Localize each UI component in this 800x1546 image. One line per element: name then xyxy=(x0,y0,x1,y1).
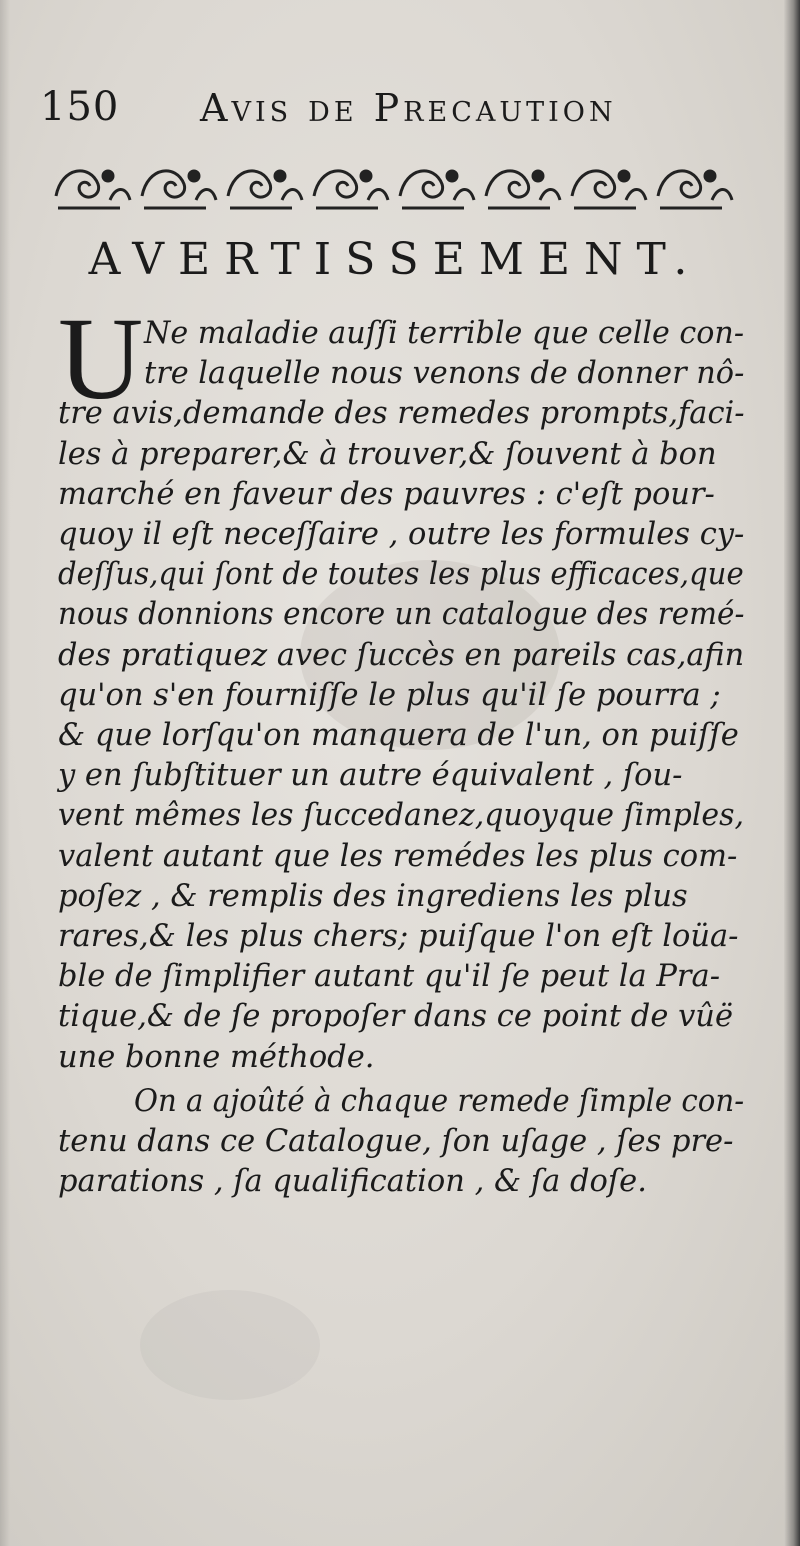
text-line: tenu dans ce Catalogue, ſon uſage , ſes pre- xyxy=(58,1124,734,1159)
text-line: tre laquelle nous venons de donner nô- xyxy=(144,356,745,392)
text-line: tique,& de ſe propoſer dans ce point de vûë xyxy=(58,999,733,1035)
text-line: On a ajoûté à chaque remede ſimple con- xyxy=(134,1083,745,1119)
text-line: rares,& les plus chers; puiſque l'on eſt loüa- xyxy=(58,919,739,954)
text-line: les à preparer,& à trouver,& ſouvent à bon xyxy=(58,436,717,472)
text-line: qu'on s'en fourniſſe le plus qu'il ſe pourra ; xyxy=(58,677,721,713)
section-heading: AVERTISSEMENT. xyxy=(88,234,702,285)
ornamental-band xyxy=(50,156,740,216)
text-line: y en ſubſtituer un autre équivalent , ſou- xyxy=(58,758,683,794)
text-line: des pratiquez avec ſuccès en pareils cas,afin xyxy=(58,637,745,673)
page-edge-right xyxy=(784,0,800,1546)
text-line: & que lorſqu'on manquera de l'un, on puiſſe xyxy=(58,718,739,753)
text-line: tre avis,demande des remedes prompts,faci- xyxy=(58,396,745,432)
text-line: ble de ſimplifier autant qu'il ſe peut la Pra- xyxy=(58,959,721,995)
text-line: parations , ſa qualification , & ſa doſe. xyxy=(58,1164,647,1200)
text-line: quoy il eſt neceſſaire , outre les formules cy- xyxy=(58,517,745,552)
text-line: Ne maladie auſſi terrible que celle con- xyxy=(144,316,745,351)
text-line: poſez , & remplis des ingrediens les plus xyxy=(58,878,688,914)
text-line: valent autant que les remédes les plus com- xyxy=(58,838,738,874)
text-line: une bonne méthode. xyxy=(58,1039,375,1075)
drop-cap: U xyxy=(58,293,144,424)
page-number: 150 xyxy=(40,84,120,130)
running-head: Avis de Precaution xyxy=(200,86,617,130)
page-shadow-left xyxy=(0,0,10,1546)
text-line: marché en faveur des pauvres : c'eſt pour- xyxy=(58,476,715,512)
text-line: deſſus,qui ſont de toutes les plus efficaces,que xyxy=(58,557,744,593)
text-line: nous donnions encore un catalogue des remé- xyxy=(58,597,745,633)
paper-stain xyxy=(140,1290,320,1400)
text-line: vent mêmes les ſuccedanez,quoyque ſimples, xyxy=(58,798,745,834)
